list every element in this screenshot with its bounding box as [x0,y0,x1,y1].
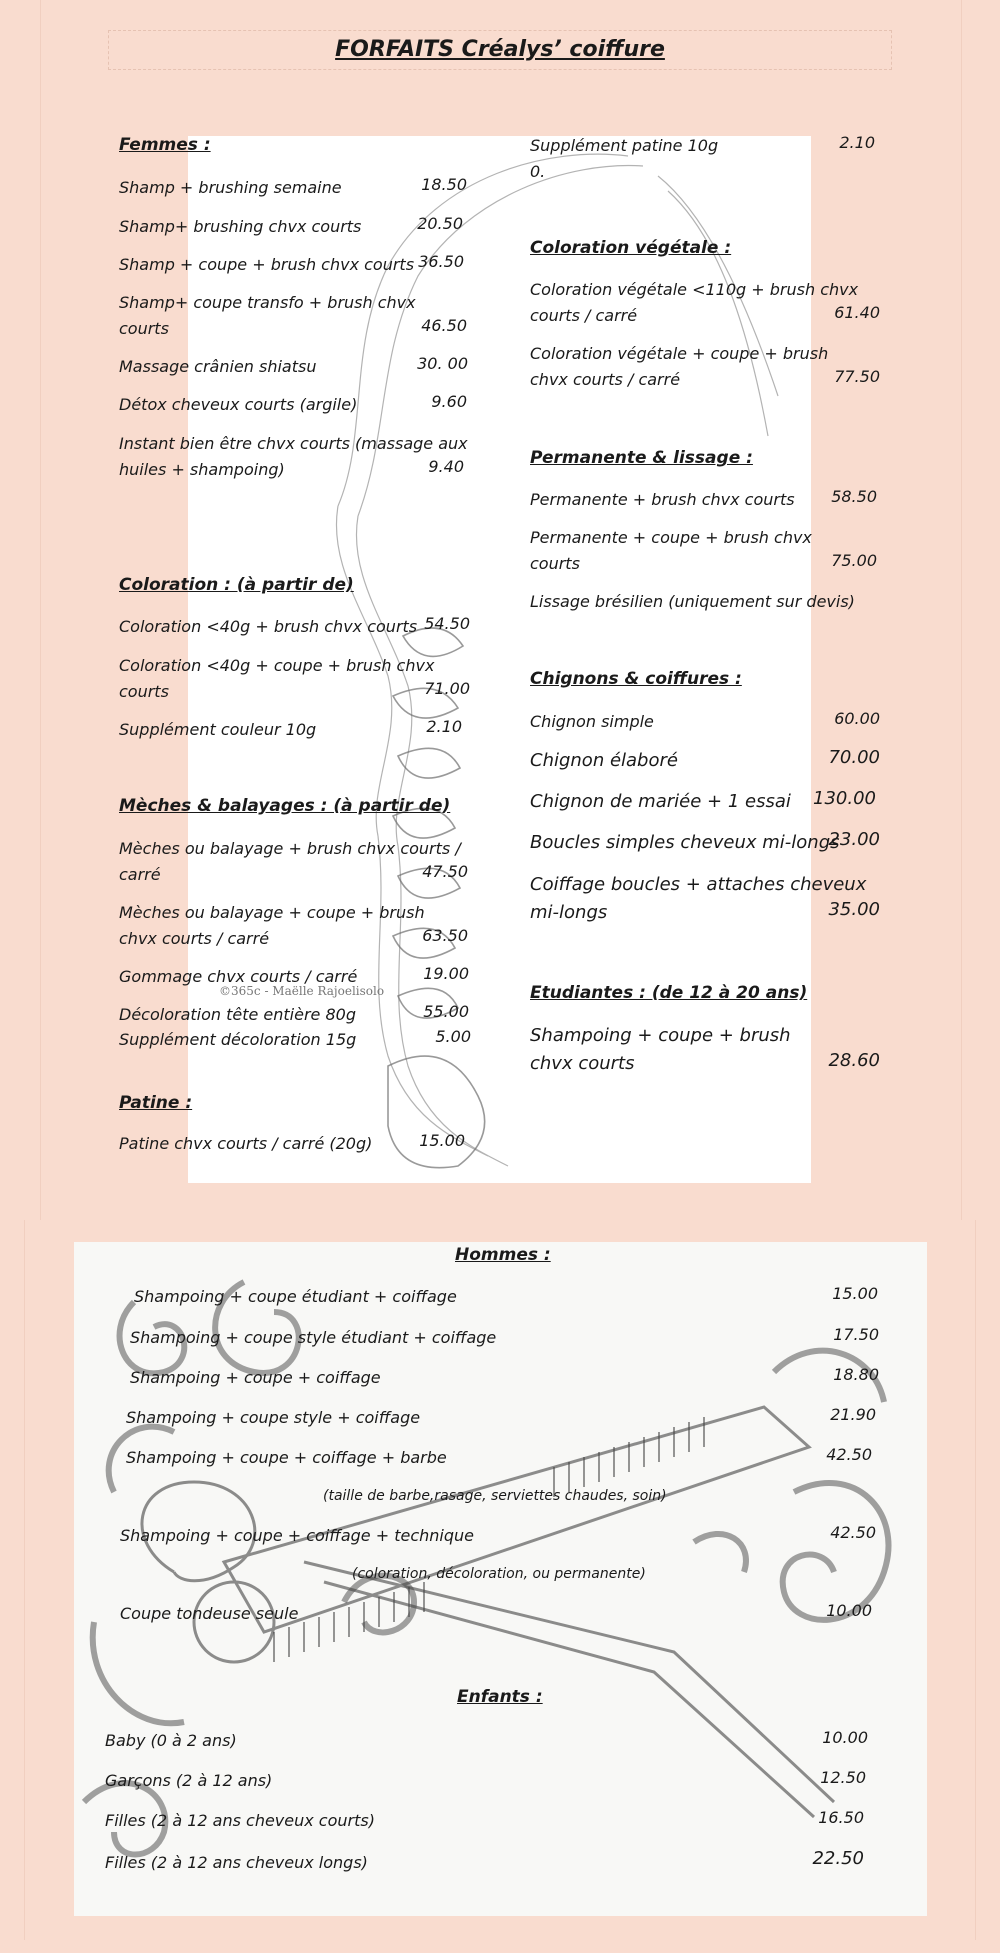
list-item: Boucles simples cheveux mi-longs [530,832,840,853]
price: 12.50 [820,1768,866,1787]
price: 42.50 [826,1445,872,1464]
price: 63.50 [422,926,468,945]
list-item: Supplément couleur 10g [119,720,317,739]
price: 55.00 [423,1002,469,1021]
enfants-heading: Enfants : [457,1687,543,1707]
list-item: Lissage brésilien (uniquement sur devis) [530,592,855,611]
price: 54.50 [424,614,470,633]
list-item: Supplément patine 10g [530,136,719,155]
etudiantes-heading: Etudiantes : (de 12 à 20 ans) [530,983,808,1003]
vegetale-heading: Coloration végétale : [530,238,732,258]
price: 15.00 [832,1284,878,1303]
permanente-heading: Permanente & lissage : [530,448,753,468]
list-item: Shampoing + coupe étudiant + coiffage [134,1287,457,1306]
list-item: Shamp+ brushing chvx courts [119,217,362,236]
list-item: Coloration végétale <110g + brush chvx courts / carré [530,280,859,325]
list-item: Coiffage boucles + attaches cheveux mi-longs [530,874,867,923]
price: 10.00 [826,1601,872,1620]
note-barbe: (taille de barbe,rasage, serviettes chaudes, soin) [323,1488,667,1504]
list-item: Chignon simple [530,712,654,731]
price: 46.50 [421,316,467,335]
price: 5.00 [435,1027,471,1046]
title-box [108,30,892,70]
list-item: Shamp + brushing semaine [119,178,342,197]
price: 61.40 [834,303,880,322]
list-item: Shamp+ coupe transfo + brush chvx courts [119,293,416,338]
list-item: Détox cheveux courts (argile) [119,395,358,414]
list-item: Patine chvx courts / carré (20g) [119,1134,373,1153]
price: 20.50 [417,214,463,233]
price: 130.00 [813,788,876,809]
list-item: Décoloration tête entière 80g [119,1005,356,1024]
list-item: Supplément décoloration 15g [119,1030,357,1049]
list-item: Mèches ou balayage + coupe + brush chvx courts / carré [119,903,425,948]
list-item: Shampoing + coupe style + coiffage [126,1408,421,1427]
price: 21.90 [830,1405,876,1424]
price: 35.00 [828,899,880,920]
list-item: Shampoing + coupe + coiffage + technique [120,1526,474,1545]
price: 75.00 [831,551,877,570]
list-item: Shamp + coupe + brush chvx courts [119,255,415,274]
list-item: Baby (0 à 2 ans) [105,1731,237,1750]
list-item: Permanente + brush chvx courts [530,490,795,509]
femmes-heading: Femmes : [119,135,211,155]
price: 18.80 [833,1365,879,1384]
list-item: Massage crânien shiatsu [119,357,317,376]
price: 9.40 [428,457,464,476]
price: 2.10 [426,717,462,736]
list-item: Filles (2 à 12 ans cheveux courts) [105,1811,375,1830]
price: 60.00 [834,709,880,728]
list-item: Mèches ou balayage + brush chvx courts / carré [119,839,461,884]
list-item: Shampoing + coupe + brush chvx courts [530,1025,791,1074]
list-item: Coupe tondeuse seule [120,1604,299,1623]
list-item: Coloration <40g + coupe + brush chvx courts [119,656,435,701]
price: 28.60 [828,1050,880,1071]
price: 70.00 [828,747,880,768]
list-item: Shampoing + coupe + coiffage [130,1368,381,1387]
price: 23.00 [828,829,880,850]
page-title: FORFAITS Créalys’ coiffure [335,37,665,62]
list-item: Permanente + coupe + brush chvx courts [530,528,812,573]
price: 30. 00 [417,354,468,373]
meches-heading: Mèches & balayages : (à partir de) [119,796,451,816]
hommes-heading: Hommes : [455,1245,551,1265]
list-item: Instant bien être chvx courts (massage aux huiles + shampoing) [119,434,468,479]
price: 19.00 [423,964,469,983]
note-technique: (coloration, décoloration, ou permanente) [352,1566,646,1582]
list-item: Shampoing + coupe style étudiant + coiffage [130,1328,497,1347]
list-item: Garçons (2 à 12 ans) [105,1771,273,1790]
price: 9.60 [431,392,467,411]
coloration-heading: Coloration : (à partir de) [119,575,354,595]
price: 36.50 [418,252,464,271]
price: 71.00 [424,679,470,698]
list-item: Chignon de mariée + 1 essai [530,791,791,812]
patine-heading: Patine : [119,1093,193,1113]
list-item: Shampoing + coupe + coiffage + barbe [126,1448,447,1467]
price: 42.50 [830,1523,876,1542]
list-item: Chignon élaboré [530,750,678,771]
price: 15.00 [419,1131,465,1150]
price: 18.50 [421,175,467,194]
chignons-heading: Chignons & coiffures : [530,669,742,689]
list-item: Gommage chvx courts / carré [119,967,358,986]
list-item: Coloration végétale + coupe + brush chvx courts / carré [530,344,829,389]
list-item-extra: 0. [530,162,546,181]
price: 2.10 [839,133,875,152]
price: 47.50 [422,862,468,881]
list-item: Filles (2 à 12 ans cheveux longs) [105,1853,368,1872]
price: 16.50 [818,1808,864,1827]
price: 10.00 [822,1728,868,1747]
price: 58.50 [831,487,877,506]
price: 22.50 [812,1848,864,1869]
price: 77.50 [834,367,880,386]
price: 17.50 [833,1325,879,1344]
list-item: Coloration <40g + brush chvx courts [119,617,418,636]
copyright: ©365c - Maëlle Rajoelisolo [219,984,385,998]
